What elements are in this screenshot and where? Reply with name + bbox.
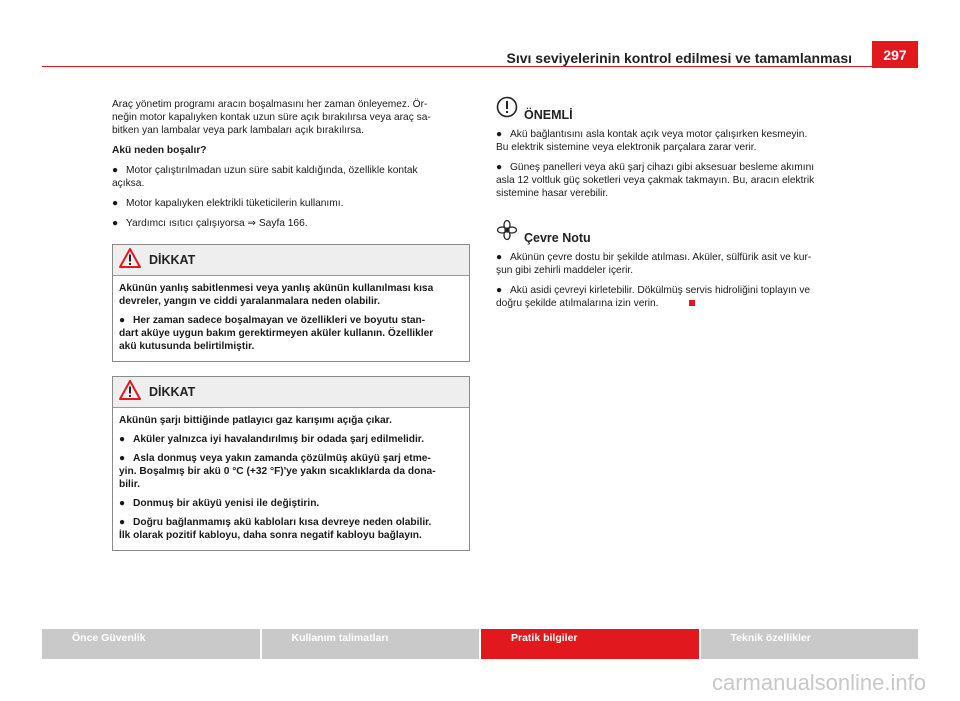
- warning-triangle-icon: [119, 380, 141, 404]
- section-end-marker: [689, 300, 695, 306]
- exclamation-circle-icon: [496, 96, 518, 122]
- warning-paragraph: ● Asla donmuş veya yakın zamanda çözülmüş aküyü şarj etme- yin. Boşalmış bir akü 0 °C (+32 °F)'ye yakın sıcaklıklarda da dona- bilir.: [119, 453, 436, 490]
- warning-triangle-icon: [119, 248, 141, 272]
- intro-paragraph: Araç yönetim programı aracın boşalmasını her zaman önleyemez. Ör- neğin motor kapalıyken kontak uzun süre açık bırakılırsa veya araç sa- bitken yan lambalar veya park lambaları açık bırakılırsa.: [112, 99, 431, 136]
- tab-pratik-bilgiler[interactable]: Pratik bilgiler: [481, 629, 699, 659]
- warning-paragraph: ● Aküler yalnızca iyi havalandırılmış bir odada şarj edilmelidir.: [119, 434, 425, 445]
- warning-body: [113, 276, 469, 361]
- footer-nav: [42, 629, 918, 659]
- warning-header: [113, 377, 469, 408]
- environment-paragraph: ● Akü asidi çevreyi kirletebilir. Dökülmüş servis hidroliğini toplayın ve doğru şekilde atılmalarına izin verin.: [496, 285, 811, 309]
- environment-title: Çevre Notu: [524, 231, 591, 245]
- warning-paragraph: Akünün yanlış sabitlenmesi veya yanlış akünün kullanılması kısa devreler, yangın ve ciddi yaralanmalara neden olabilir.: [119, 283, 434, 307]
- environment-paragraph: ● Akünün çevre dostu bir şekilde atılması. Aküler, sülfürik asit ve kur- şun gibi zehirli maddeler içerir.: [496, 252, 812, 276]
- flower-icon: [496, 219, 518, 245]
- warning-body: [113, 408, 469, 550]
- warning-paragraph: ● Donmuş bir aküyü yenisi ile değiştirin.: [119, 498, 320, 509]
- tab-once-guvenlik[interactable]: Önce Güvenlik: [42, 629, 260, 659]
- important-header: [496, 98, 852, 122]
- warning-title: DİKKAT: [149, 252, 196, 267]
- important-title: ÖNEMLİ: [524, 108, 573, 122]
- left-column: [112, 98, 470, 563]
- right-column: [496, 98, 852, 317]
- important-paragraph: ● Güneş panelleri veya akü şarj cihazı gibi aksesuar besleme akımını asla 12 voltluk güç soketleri veya çakmak takmayın. Bu, aracın elektrik sistemine hasar verebilir.: [496, 162, 815, 199]
- warning-paragraph: ● Doğru bağlanmamış akü kabloları kısa devreye neden olabilir. İlk olarak pozitif kabloyu, daha sonra negatif kabloyu bağlayın.: [119, 517, 432, 541]
- list-item: ● Yardımcı ısıtıcı çalışıyorsa ⇒ Sayfa 166.: [112, 218, 308, 229]
- tab-teknik-ozellikler[interactable]: Teknik özellikler: [701, 629, 919, 659]
- warning-title: DİKKAT: [149, 384, 196, 399]
- environment-header: [496, 221, 852, 245]
- warning-box-2: [112, 376, 470, 551]
- list-item: ● Motor kapalıyken elektrikli tüketicilerin kullanımı.: [112, 198, 344, 209]
- warning-paragraph: Akünün şarjı bittiğinde patlayıcı gaz karışımı açığa çıkar.: [119, 415, 392, 426]
- warning-paragraph: ● Her zaman sadece boşalmayan ve özellikleri ve boyutu stan- dart aküye uygun bakım gerektirmeyen aküler kullanın. Özellikler akü kutusunda belirtilmiştir.: [119, 315, 434, 352]
- warning-box-1: [112, 244, 470, 362]
- header-title: Sıvı seviyelerinin kontrol edilmesi ve tamamlanması: [506, 50, 852, 66]
- important-paragraph: ● Akü bağlantısını asla kontak açık veya motor çalışırken kesmeyin. Bu elektrik sistemine veya elektronik parçalara zarar verir.: [496, 129, 808, 153]
- list-item: ● Motor çalıştırılmadan uzun süre sabit kaldığında, özellikle kontak açıksa.: [112, 165, 418, 189]
- question-heading: Akü neden boşalır?: [112, 145, 207, 156]
- warning-header: [113, 245, 469, 276]
- page-number-badge: 297: [872, 41, 918, 68]
- tab-kullanim-talimatlari[interactable]: Kullanım talimatları: [262, 629, 480, 659]
- watermark: carmanualsonline.info: [711, 670, 926, 695]
- header-rule: [42, 66, 918, 67]
